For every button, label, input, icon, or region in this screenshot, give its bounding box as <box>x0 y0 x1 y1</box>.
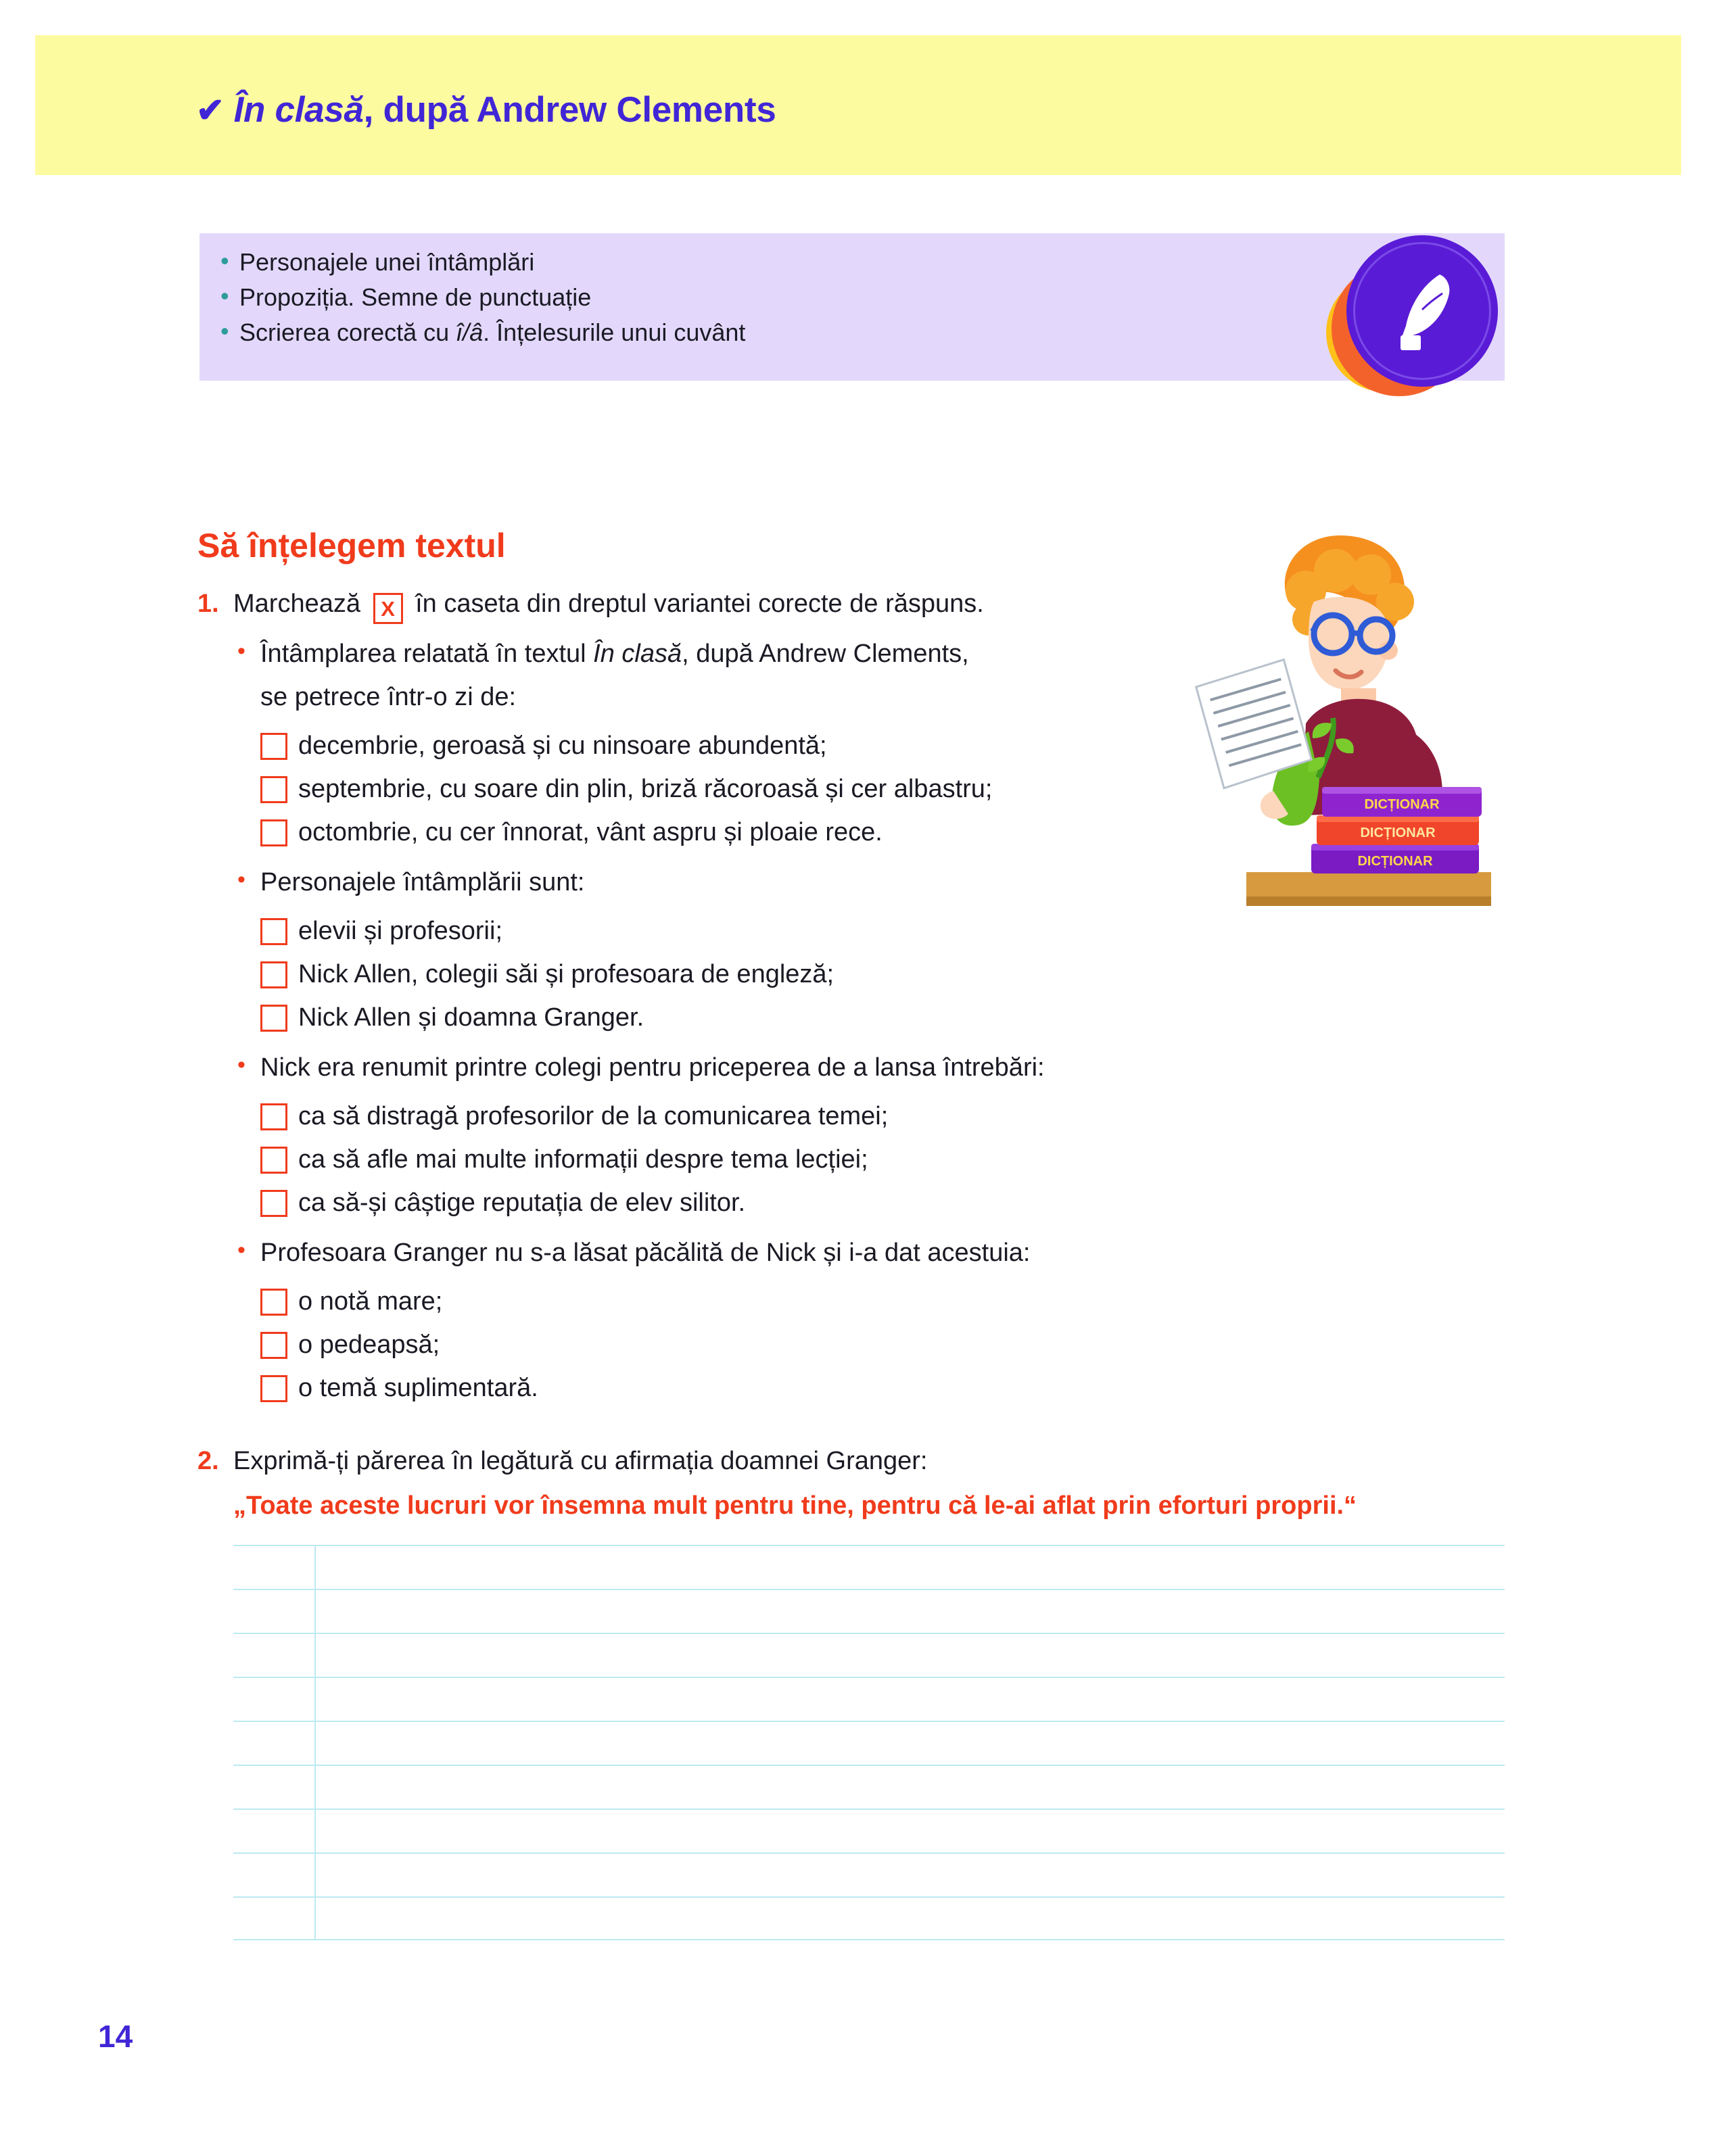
page-title-rest: , după Andrew Clements <box>363 90 776 130</box>
x-mark-box: X <box>373 593 403 624</box>
option-label: decembrie, geroasă și cu ninsoare abundentă; <box>298 732 827 760</box>
checkbox[interactable] <box>260 1103 287 1130</box>
option-row[interactable] <box>260 917 502 946</box>
list-item <box>216 315 1366 350</box>
option-label: Nick Allen, colegii săi și profesoara de engleză; <box>298 960 834 988</box>
checkbox[interactable] <box>260 1375 287 1402</box>
svg-text:DICȚIONAR: DICȚIONAR <box>1357 854 1433 869</box>
option-row[interactable] <box>260 1145 868 1174</box>
option-label: octombrie, cu cer înnorat, vânt aspru și ploaie rece. <box>298 818 883 846</box>
option-row[interactable] <box>260 818 883 847</box>
answer-writing-area[interactable] <box>233 1545 1505 1940</box>
rule-line <box>233 1545 1505 1546</box>
prompt-pre: Nick era renumit printre colegi pentru priceperea de a lansa întrebări: <box>260 1053 1045 1082</box>
option-row[interactable] <box>260 1331 440 1360</box>
checkbox[interactable] <box>260 918 287 945</box>
option-label: ca să-și câștige reputația de elev silitor. <box>298 1189 746 1217</box>
option-label: o pedeapsă; <box>298 1331 440 1359</box>
option-row[interactable] <box>260 1189 745 1218</box>
checkbox[interactable] <box>260 1332 287 1359</box>
option-row[interactable] <box>260 775 992 804</box>
page-title-italic: În clasă <box>233 90 364 130</box>
prompt-italic: În clasă <box>593 640 682 668</box>
page-title <box>196 89 776 130</box>
page-number: 14 <box>98 2019 133 2054</box>
competence-list <box>216 245 1366 350</box>
option-label: elevii și profesorii; <box>298 917 502 945</box>
rule-line <box>233 1633 1505 1634</box>
exercise-1-stem-before: Marchează <box>233 590 360 618</box>
checkbox[interactable] <box>260 819 287 846</box>
rule-line <box>233 1939 1505 1940</box>
list-item <box>216 245 1366 280</box>
option-label: Nick Allen și doamna Granger. <box>298 1003 644 1032</box>
question-prompt <box>260 640 969 669</box>
question-prompt <box>260 1053 1045 1082</box>
prompt-post: , după Andrew Clements, <box>682 640 969 668</box>
question-prompt-line2: se petrece într-o zi de: <box>260 683 517 711</box>
competence-text: Propoziția. Semne de punctuație <box>239 283 592 311</box>
rule-line <box>233 1589 1505 1590</box>
competence-text-italic: î/â <box>456 318 484 346</box>
option-label: o temă suplimentară. <box>298 1374 538 1402</box>
competence-text: Scrierea corectă cu <box>239 318 456 346</box>
exercise-2-quote: „Toate aceste lucruri vor însemna mult pentru tine, pentru că le-ai aflat prin eforturi proprii.“ <box>233 1491 1357 1520</box>
checkbox[interactable] <box>260 1005 287 1032</box>
margin-rule <box>314 1545 316 1940</box>
option-row[interactable] <box>260 1374 538 1403</box>
check-icon: ✔ <box>196 91 225 129</box>
boy-reading-with-dictionaries-illustration <box>1173 521 1505 967</box>
competence-text: Personajele unei întâmplări <box>239 248 535 276</box>
exercise-1-number: 1. <box>197 590 219 618</box>
option-label: ca să distragă profesorilor de la comunicarea temei; <box>298 1102 889 1130</box>
checkbox[interactable] <box>260 1289 287 1316</box>
checkbox[interactable] <box>260 1147 287 1174</box>
prompt-pre: Profesoara Granger nu s-a lăsat păcălită de Nick și i-a dat acestuia: <box>260 1239 1031 1267</box>
checkbox[interactable] <box>260 733 287 760</box>
feather-quill-icon <box>1322 231 1505 400</box>
rule-line <box>233 1765 1505 1766</box>
exercise-2-stem: Exprimă-ți părerea în legătură cu afirmația doamnei Granger: <box>233 1447 928 1475</box>
exercise-1-stem <box>233 590 984 624</box>
option-row[interactable] <box>260 1003 644 1032</box>
checkbox[interactable] <box>260 1190 287 1217</box>
option-row[interactable] <box>260 1287 442 1316</box>
question-prompt <box>260 868 584 897</box>
option-label: ca să afle mai multe informații despre tema lecției; <box>298 1145 868 1174</box>
exercise-1-stem-after: în caseta din dreptul variantei corecte de răspuns. <box>415 590 984 618</box>
option-label: septembrie, cu soare din plin, briză răcoroasă și cer albastru; <box>298 775 993 803</box>
prompt-pre: Personajele întâmplării sunt: <box>260 868 585 896</box>
rule-line <box>233 1677 1505 1678</box>
rule-line <box>233 1721 1505 1722</box>
option-label: o notă mare; <box>298 1287 443 1316</box>
rule-line <box>233 1808 1505 1810</box>
exercise-2-number: 2. <box>197 1447 219 1475</box>
option-row[interactable] <box>260 732 827 761</box>
feather-glyph <box>1392 270 1455 354</box>
rule-line <box>233 1852 1505 1854</box>
question-prompt <box>260 1239 1030 1268</box>
prompt-pre: Întâmplarea relatată în textul <box>260 640 594 668</box>
checkbox[interactable] <box>260 776 287 803</box>
svg-text:DICȚIONAR: DICȚIONAR <box>1364 797 1440 812</box>
option-row[interactable] <box>260 960 834 989</box>
svg-text:DICȚIONAR: DICȚIONAR <box>1360 825 1436 840</box>
competence-text-post: . Înțelesurile unui cuvânt <box>483 318 746 346</box>
option-row[interactable] <box>260 1102 888 1131</box>
section-title: Să înțelegem textul <box>197 527 506 565</box>
list-item <box>216 280 1366 315</box>
rule-line <box>233 1896 1505 1898</box>
checkbox[interactable] <box>260 961 287 988</box>
